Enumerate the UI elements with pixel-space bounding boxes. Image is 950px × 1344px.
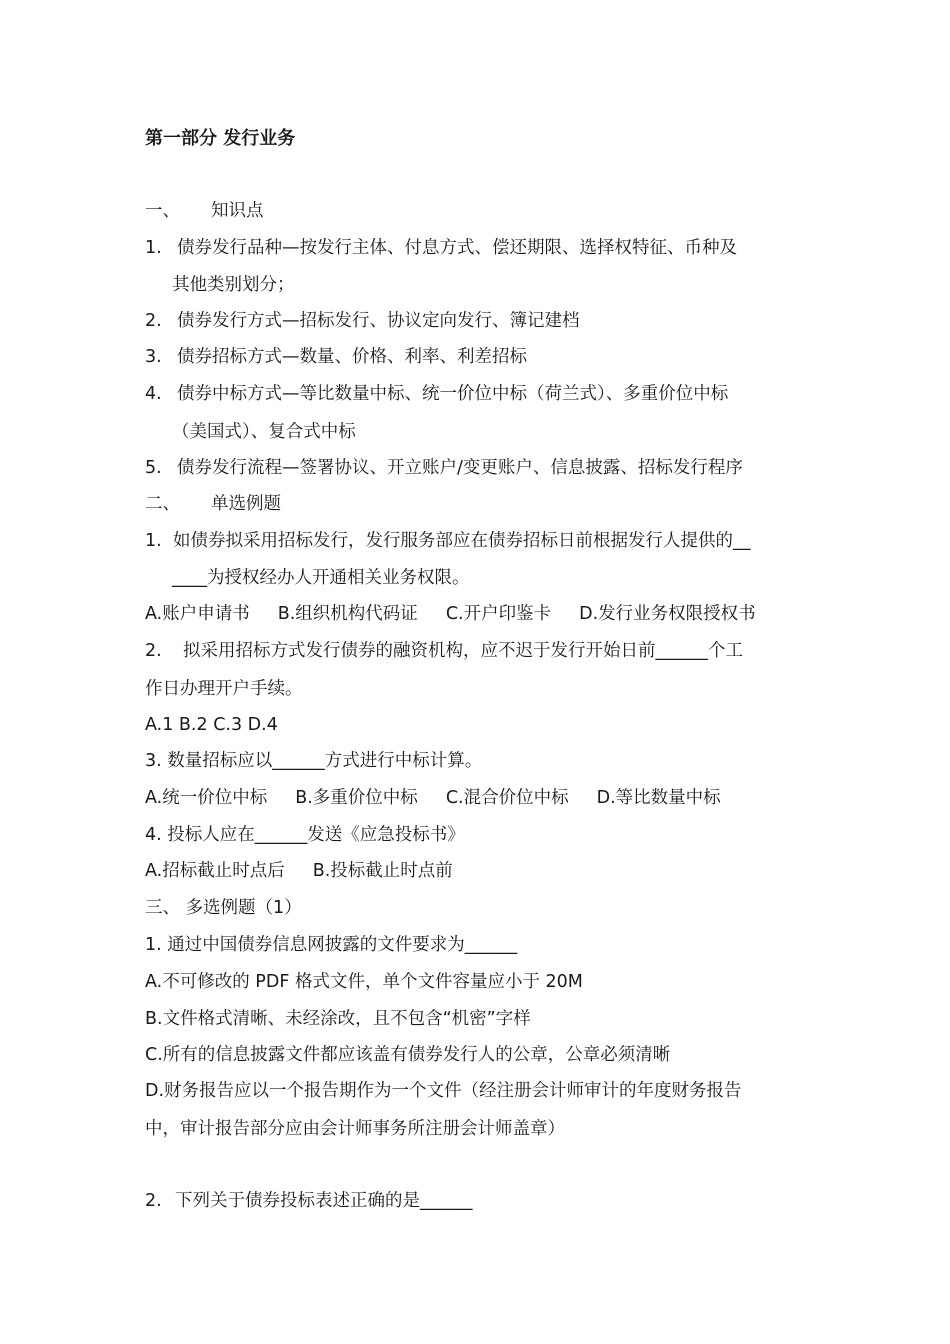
section-title: 第一部分 发行业务: [145, 128, 296, 149]
multi-question-2: [145, 1189, 473, 1213]
question-4-options: [145, 859, 453, 883]
item-number: 2.: [145, 311, 162, 331]
item-number: 2.: [145, 641, 162, 661]
heading-multi-choice: 三、 多选例题（1）: [145, 898, 302, 918]
option-a: A.账户申请书: [145, 604, 250, 624]
option-a: A.招标截止时点后: [145, 861, 285, 881]
multi-question-1-option-d: D.财务报告应以一个报告期作为一个文件（经注册会计师审计的年度财务报告: [145, 1081, 742, 1101]
knowledge-item-4: [145, 382, 728, 406]
multi-question-1: 1. 通过中国债券信息网披露的文件要求为______: [145, 935, 518, 955]
item-text: 债券招标方式—数量、价格、利率、利差招标: [177, 347, 527, 367]
item-number: 2.: [145, 1191, 162, 1211]
item-number: 5.: [145, 458, 162, 478]
question-text: 拟采用招标方式发行债券的融资机构，应不迟于发行开始日前______个工: [183, 641, 743, 661]
item-text: 债券发行品种—按发行主体、付息方式、偿还期限、选择权特征、币种及: [177, 238, 737, 258]
item-text: 债券发行流程—签署协议、开立账户/变更账户、信息披露、招标发行程序: [177, 458, 743, 478]
option-b: B.组织机构代码证: [277, 604, 418, 624]
option-b: B.多重价位中标: [295, 788, 418, 808]
knowledge-item-1-cont: 其他类别划分；: [172, 275, 295, 295]
item-number: 1.: [145, 238, 162, 258]
option-c: C.混合价位中标: [445, 788, 569, 808]
knowledge-item-4-cont: （美国式）、复合式中标: [172, 422, 356, 442]
question-1: [145, 529, 751, 553]
option-d: D.发行业务权限授权书: [579, 604, 756, 624]
item-number: 1.: [145, 531, 162, 551]
heading-number: 二、: [145, 494, 180, 514]
heading-single-choice: [145, 492, 281, 516]
item-number: 3.: [145, 347, 162, 367]
multi-question-1-option-a: A.不可修改的 PDF 格式文件，单个文件容量应小于 20M: [145, 972, 583, 992]
item-text: 债券发行方式—招标发行、协议定向发行、簿记建档: [177, 311, 580, 331]
heading-knowledge: [145, 199, 264, 223]
question-2: [145, 639, 743, 663]
knowledge-item-3: [145, 345, 527, 369]
question-3: 3. 数量招标应以______方式进行中标计算。: [145, 751, 483, 771]
item-number: 4.: [145, 384, 162, 404]
option-c: C.开户印鉴卡: [445, 604, 552, 624]
question-1-cont: ____为授权经办人开通相关业务权限。: [172, 568, 470, 588]
question-3-options: [145, 786, 721, 810]
multi-question-1-option-b: B.文件格式清晰、未经涂改，且不包含“机密”字样: [145, 1009, 531, 1029]
question-text: 下列关于债券投标表述正确的是______: [175, 1191, 473, 1211]
knowledge-item-2: [145, 309, 580, 333]
question-2-options: A.1 B.2 C.3 D.4: [145, 715, 278, 735]
heading-number: 一、: [145, 201, 180, 221]
heading-label: 单选例题: [211, 494, 281, 514]
knowledge-item-1: [145, 236, 737, 260]
multi-question-1-option-c: C.所有的信息披露文件都应该盖有债券发行人的公章，公章必须清晰: [145, 1045, 671, 1065]
question-text: 如债券拟采用招标发行，发行服务部应在债券招标日前根据发行人提供的__: [173, 531, 751, 551]
item-text: 债券中标方式—等比数量中标、统一价位中标（荷兰式）、多重价位中标: [177, 384, 729, 404]
question-1-options: [145, 602, 756, 626]
question-2-cont: 作日办理开户手续。: [145, 679, 303, 699]
option-d: D.等比数量中标: [596, 788, 721, 808]
option-b: B.投标截止时点前: [312, 861, 453, 881]
knowledge-item-5: [145, 456, 743, 480]
multi-question-1-option-d-cont: 中，审计报告部分应由会计师事务所注册会计师盖章）: [145, 1119, 565, 1139]
question-4: 4. 投标人应在______发送《应急投标书》: [145, 825, 465, 845]
heading-label: 知识点: [211, 201, 264, 221]
option-a: A.统一价位中标: [145, 788, 268, 808]
